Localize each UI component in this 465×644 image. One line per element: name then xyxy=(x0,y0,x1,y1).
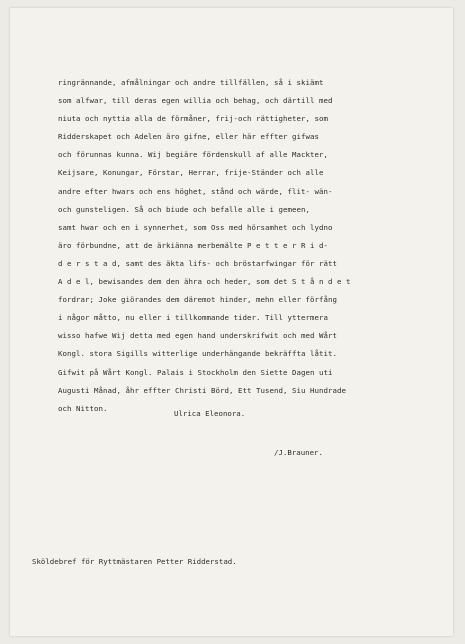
text-line: i någor måtto, nu eller i tillkommande tider. Till yttermera xyxy=(58,313,328,323)
countersignature: /J.Brauner. xyxy=(274,448,323,457)
text-line: wisso hafwe Wij detta med egen hand underskrifwit och med Wårt xyxy=(58,331,337,341)
text-line: Ridderskapet och Adelen äro gifne, eller här effter gifwas xyxy=(58,132,319,142)
document-page xyxy=(10,8,453,636)
text-line: andre efter hwars och ens höghet, stånd och wärde, flit- wän- xyxy=(58,186,333,196)
text-line: niuta och nyttia alla de förmåner, frij-och rättigheter, som xyxy=(58,114,328,124)
text-line: äro förbundne, att de ärkiänna merbemälte P e t t e r R i d- xyxy=(58,240,328,250)
text-line: Gifwit på Wårt Kongl. Palais i Stockholm den Siette Dagen uti xyxy=(58,367,333,377)
text-line: och Nitton. xyxy=(58,403,108,413)
letter-body xyxy=(58,74,428,418)
text-line: fordrar; Joke giörandes dem däremot hinder, mehn eller förfång xyxy=(58,295,337,305)
text-line: som alfwar, till deras egen willia och behag, och därtill med xyxy=(58,96,333,106)
text-line: och förunnas kunna. Wij begiäre fördenskull af alle Mackter, xyxy=(58,150,328,160)
text-line: samt hwar och en i synnerhet, som Oss med hörsamhet och lydno xyxy=(58,222,333,232)
text-line: ringrännande, afmålningar och andre tillfällen, så i skiämt xyxy=(58,78,324,87)
text-line: och gunsteligen. Så och biude och befalle alle i gemeen, xyxy=(58,204,310,214)
text-line: A d e l, bewisandes dem den ähra och heder, som det S t å n d e t xyxy=(58,277,351,287)
signature: Ulrica Eleonora. xyxy=(174,409,246,418)
text-line: d e r s t a d, samt des äkta lifs- och bröstarfwingar för rätt xyxy=(58,258,337,268)
text-line: Augusti Månad, åhr effter Christi Börd, Ett Tusend, Siu Hundrade xyxy=(58,385,346,395)
document-footer: Sköldebref för Ryttmästaren Petter Ridderstad. xyxy=(32,557,237,566)
text-line: Kongl. stora Sigills witterlige underhängande bekräffta låtit. xyxy=(58,349,337,359)
text-line: Keijsare, Konungar, Förstar, Herrar, frije-Ständer och alle xyxy=(58,168,324,178)
